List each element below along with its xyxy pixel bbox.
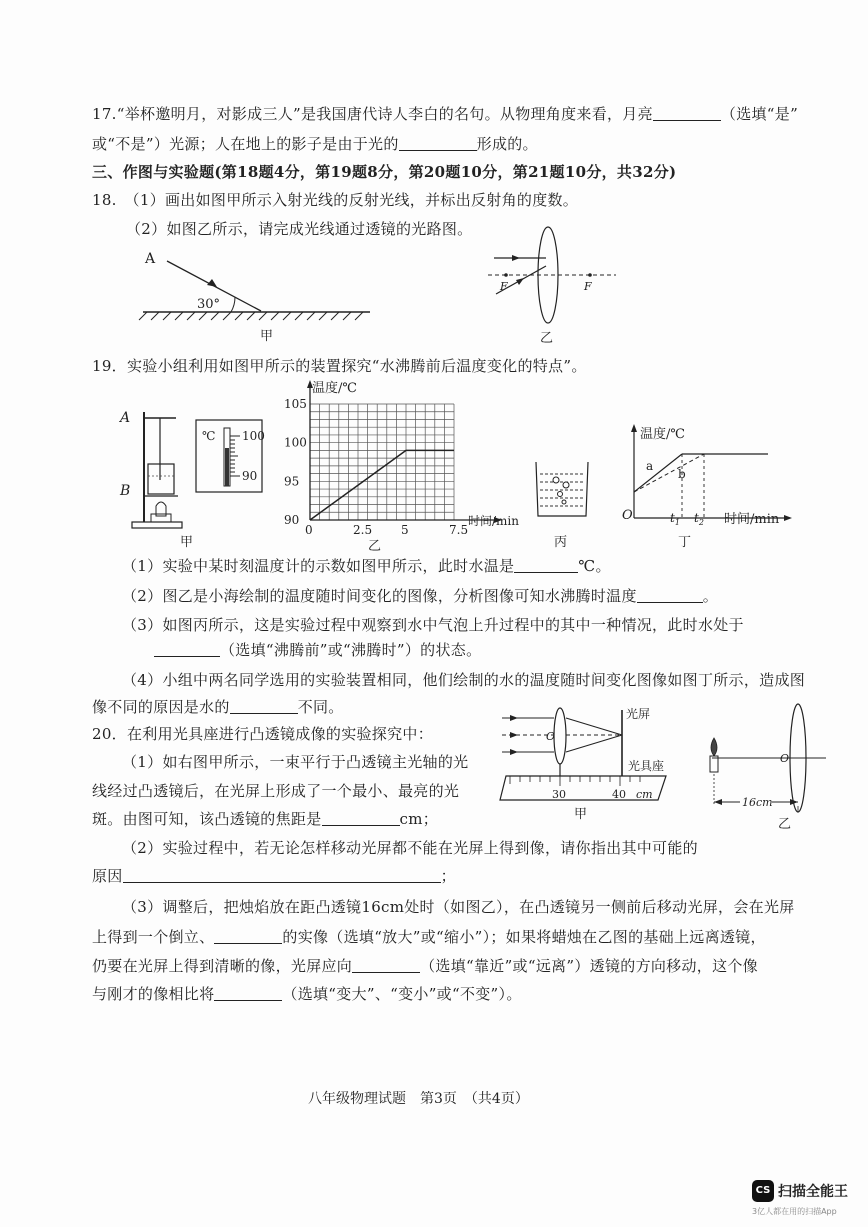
q20-line5: （2）实验过程中，若无论怎样移动光屏都不能在光屏上得到像，请你指出其中可能的 — [122, 839, 698, 857]
q20-figure-yi — [702, 702, 832, 832]
q17-line1 — [92, 104, 798, 124]
focus-left: F — [500, 280, 508, 293]
scale-40: 40 — [612, 788, 626, 801]
q20-blank-2[interactable] — [123, 867, 441, 883]
scanner-slogan: 3亿人都在用的扫描App — [752, 1207, 837, 1216]
q19-figure-bing — [530, 458, 600, 548]
fig-caption: 甲 — [260, 329, 274, 344]
temperature-time-chart — [282, 378, 542, 558]
point-a-label: A — [145, 251, 156, 267]
fig-caption: 甲 — [180, 535, 194, 550]
q20-line4 — [92, 809, 438, 829]
ding-series-b: b — [678, 467, 686, 481]
temperature-series-line — [310, 450, 454, 520]
q19-blank-4[interactable] — [230, 698, 298, 714]
q20-l6-end: ； — [440, 867, 456, 885]
ding-t2: $t_2$ — [694, 511, 704, 527]
y-axis-title: 温度/℃ — [312, 381, 357, 396]
q20-blank-3[interactable] — [214, 928, 282, 944]
q20-l4-unit: cm； — [399, 810, 439, 828]
ding-x-label: 时间/min — [724, 512, 780, 527]
q20-l10-end: （选填“变大”、“变小”或“不变”）。 — [282, 985, 522, 1003]
scale-unit: cm — [636, 788, 653, 801]
ding-series-a: a — [646, 459, 654, 473]
q20-line8 — [92, 927, 766, 947]
q20-line6 — [92, 866, 456, 886]
q17-text-c: 或“不是”）光源；人在地上的影子是由于光的 — [92, 135, 399, 153]
q19-part4-cont — [92, 697, 344, 717]
q20-line7: （3）调整后，把烛焰放在距凸透镜16cm处时（如图乙），在凸透镜另一侧前后移动光屏，会在光屏 — [122, 898, 795, 916]
q19-part2 — [122, 586, 718, 606]
q20-l8-text: 上得到一个倒立、 — [92, 928, 215, 946]
q19-p3-choice: （选填“沸腾前”或“沸腾时”）的状态。 — [220, 641, 482, 659]
q19-p2-end: 。 — [702, 587, 719, 605]
q20-l6-text: 原因 — [92, 867, 123, 885]
q17-blank-2[interactable] — [399, 135, 477, 151]
lens-center: O — [546, 730, 556, 743]
scanner-logo-icon: CS — [752, 1180, 774, 1202]
q20-line10 — [92, 984, 522, 1004]
q20-blank-1[interactable] — [322, 810, 400, 826]
q20-l8-end: 的实像（选填“放大”或“缩小”）；如果将蜡烛在乙图的基础上远离透镜， — [282, 928, 766, 946]
fig-caption: 乙 — [778, 817, 792, 832]
q19-figure-jia — [118, 398, 278, 548]
bench-label: 光具座 — [628, 759, 665, 773]
q19-blank-1[interactable] — [514, 557, 578, 573]
q19-part3-cont — [154, 640, 481, 660]
q19-line1: 19．实验小组利用如图甲所示的装置探究“水沸腾前后温度变化的特点”。 — [92, 357, 587, 375]
angle-label: 30° — [197, 297, 221, 312]
q20-blank-4[interactable] — [352, 957, 420, 973]
q19-p4-end: 不同。 — [297, 698, 344, 716]
q20-l9-text: 仍要在光屏上得到清晰的像，光屏应向 — [92, 957, 353, 975]
screen-label: 光屏 — [626, 707, 651, 721]
q20-l9-end: （选填“靠近”或“远离”）透镜的方向移动，这个像 — [420, 957, 758, 975]
q18-figure-yi — [488, 224, 623, 349]
section-3-heading: 三、作图与实验题(第18题4分，第19题8分，第20题10分，第21题10分，共32分) — [92, 163, 677, 181]
distance-label: 16cm — [742, 796, 773, 809]
scanner-watermark — [752, 1180, 864, 1220]
q19-figure-ding — [620, 420, 820, 548]
thermo-unit: ℃ — [202, 429, 216, 443]
q19-blank-2[interactable] — [637, 587, 703, 603]
q17-blank-1[interactable] — [653, 105, 721, 121]
y-tick-label: 95 — [284, 474, 300, 489]
y-tick-label: 90 — [284, 513, 300, 527]
q19-part4: （4）小组中两名同学选用的实验装置相同，他们绘制的水的温度随时间变化图像如图丁所示，造成图 — [122, 671, 806, 689]
x-tick-label: 2.5 — [353, 523, 373, 537]
fig-caption: 丙 — [554, 535, 568, 550]
page-footer: 八年级物理试题 第3页 （共4页） — [308, 1091, 529, 1107]
scale-30: 30 — [552, 788, 566, 801]
label-b: B — [120, 483, 131, 499]
q17-text-d: 形成的。 — [476, 135, 538, 153]
lens-center: O — [780, 752, 790, 765]
q20-figure-jia — [496, 704, 674, 822]
chart-caption: 乙 — [368, 539, 382, 554]
ding-origin: O — [622, 508, 633, 523]
label-a: A — [120, 410, 131, 426]
fig-caption: 乙 — [540, 331, 554, 346]
q19-p1-unit: ℃。 — [578, 557, 611, 575]
x-tick-label: 7.5 — [449, 523, 469, 537]
x-axis-title: 时间/min — [468, 514, 519, 528]
q20-l10-text: 与刚才的像相比将 — [92, 985, 215, 1003]
q20-line1: 20．在利用光具座进行凸透镜成像的实验探究中： — [92, 725, 433, 743]
q19-p2-text: （2）图乙是小海绘制的温度随时间变化的图像，分析图像可知水沸腾时温度 — [122, 587, 637, 605]
thermo-100: 100 — [242, 429, 265, 443]
ding-y-label: 温度/℃ — [640, 427, 685, 442]
q19-blank-3[interactable] — [154, 641, 220, 657]
x-tick-label: 0 — [305, 523, 313, 537]
q19-part3: （3）如图丙所示，这是实验过程中观察到水中气泡上升过程中的其中一种情况，此时水处于 — [122, 616, 744, 634]
q18-line2: （2）如图乙所示，请完成光线通过透镜的光路图。 — [126, 220, 473, 238]
q18-line1: 18. （1）画出如图甲所示入射光线的反射光线，并标出反射角的度数。 — [92, 191, 579, 209]
q17-text-a: 17.“举杯邀明月，对影成三人”是我国唐代诗人李白的名句。从物理角度来看，月亮 — [92, 105, 653, 123]
q19-p1-text: （1）实验中某时刻温度计的示数如图甲所示，此时水温是 — [122, 557, 515, 575]
y-tick-label: 100 — [284, 435, 307, 450]
q20-line3: 线经过凸透镜后，在光屏上形成了一个最小、最亮的光 — [92, 782, 460, 800]
q18-figure-jia — [135, 244, 385, 344]
q19-p4-text: 像不同的原因是水的 — [92, 698, 230, 716]
q20-line9 — [92, 956, 758, 976]
y-tick-label: 105 — [284, 397, 307, 411]
q20-l4-text: 斑。由图可知，该凸透镜的焦距是 — [92, 810, 322, 828]
fig-caption: 甲 — [574, 807, 588, 822]
thermo-90: 90 — [242, 469, 258, 483]
ding-t1: $t_1$ — [670, 511, 680, 527]
q20-blank-5[interactable] — [214, 985, 282, 1001]
focus-right: F — [584, 280, 592, 293]
q17-text-b: （选填“是” — [720, 105, 799, 123]
scanner-name: 扫描全能王 — [778, 1184, 848, 1200]
fig-caption: 丁 — [678, 535, 692, 550]
q19-part1 — [122, 556, 611, 576]
q17-line2 — [92, 134, 538, 154]
convex-lens — [554, 708, 566, 764]
q20-line2: （1）如右图甲所示，一束平行于凸透镜主光轴的光 — [122, 753, 469, 771]
x-tick-label: 5 — [401, 523, 409, 537]
